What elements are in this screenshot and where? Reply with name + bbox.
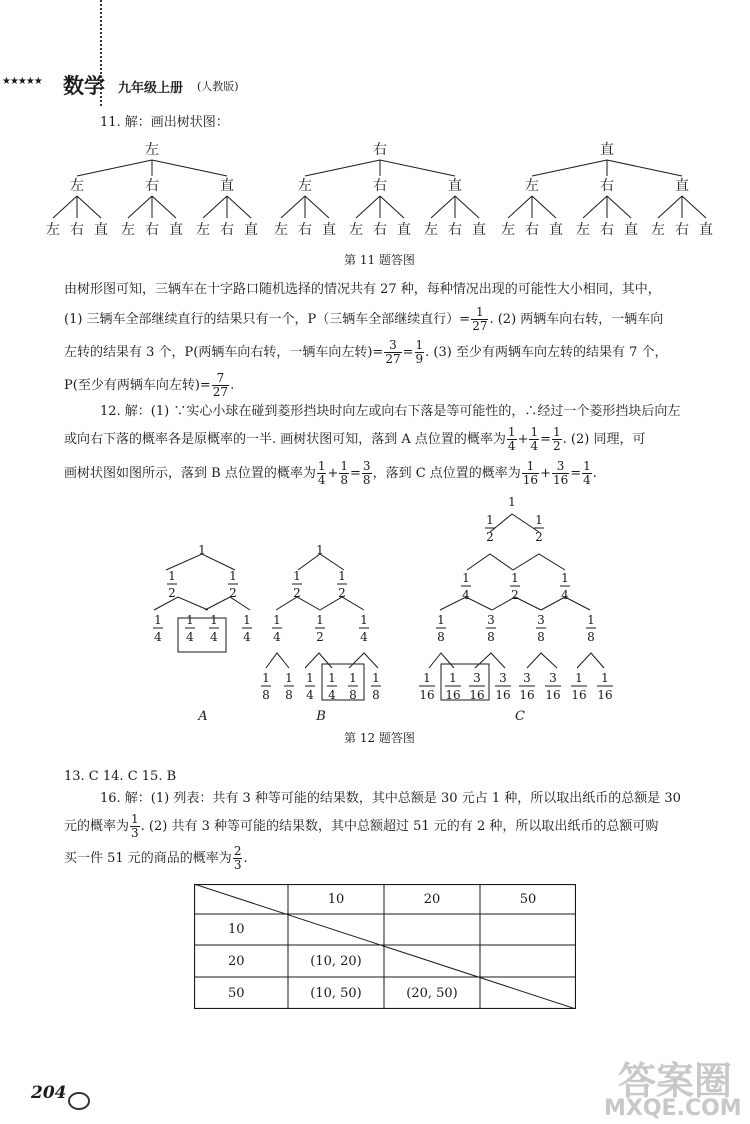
q11-para-line1: 由树形图可知，三辆车在十字路口随机选择的情况共有 27 种，每种情况出现的可能性大小相同，其中，: [64, 282, 661, 297]
tree-leaf-node: 左: [196, 222, 210, 238]
tree-leaf-node: 直: [699, 222, 713, 238]
tree-leaf-node: 右: [145, 222, 159, 238]
svg-text:16: 16: [419, 688, 435, 702]
tree-branch: [77, 196, 101, 218]
svg-text:2: 2: [511, 588, 519, 602]
svg-text:1: 1: [561, 571, 569, 585]
tree-branch: [53, 196, 77, 218]
tree-root-node: 直: [600, 142, 614, 158]
tree-node-fraction: [337, 569, 347, 600]
tree-node-fraction: [508, 495, 516, 509]
svg-text:4: 4: [561, 588, 569, 602]
svg-text:1: 1: [168, 569, 176, 583]
svg-text:16: 16: [519, 688, 535, 702]
table-row-header: 50: [228, 985, 245, 1001]
tree-node-fraction: [242, 613, 252, 644]
tree-node-fraction: [185, 613, 195, 644]
q13-15-answers: 13. C 14. C 15. B: [64, 769, 177, 784]
svg-text:1: 1: [243, 613, 251, 627]
q12-para-line3: 画树状图如图所示，落到 B 点位置的概率为 $\frac{1}{4}$ + $\frac{1}{8}$ = $\frac{3}{8}$ ，落到 C 点位置的概率为 $\frac{1}{16}$ + $\frac{3}{16}$ = $\frac{1}{4}$ .: [64, 459, 597, 487]
tree-mid-node: 右: [373, 178, 387, 194]
svg-text:16: 16: [597, 688, 613, 702]
svg-text:1: 1: [186, 613, 194, 627]
watermark-text: 答案圈: [618, 1059, 733, 1103]
tree-branch: [281, 196, 305, 218]
watermark-url: MXQE.COM: [604, 1096, 742, 1121]
tree-branch: [152, 196, 176, 218]
q11-para-line3: 左转的结果有 3 个，P(两辆车向右转，一辆车向左转)= $\frac{3}{27}$ = $\frac{1}{9}$ . (3) 至少有两辆车向左转的结果有 7 个，: [64, 338, 668, 366]
q16-para-line2: 元的概率为 $\frac{1}{3}$ . (2) 共有 3 种等可能的结果数，其中总额超过 51 元的有 2 种，所以取出纸币的总额可购: [64, 812, 659, 840]
tree-leaf-node: 右: [298, 222, 312, 238]
svg-text:1: 1: [535, 513, 543, 527]
svg-text:16: 16: [571, 688, 587, 702]
tree-node-fraction: [272, 613, 282, 644]
tree-node-fraction: [495, 671, 511, 702]
tree-node-fraction: [315, 613, 325, 644]
svg-text:1: 1: [423, 671, 431, 685]
tree-node-fraction: [327, 671, 337, 702]
tree-leaf-node: 左: [274, 222, 288, 238]
fraction-3-27: $\frac{3}{27}$: [385, 338, 401, 366]
svg-text:1: 1: [306, 671, 314, 685]
tree-leaf-node: 左: [651, 222, 665, 238]
q11-caption: 第 11 题答图: [344, 253, 415, 267]
table-cell: (10, 50): [310, 985, 362, 1001]
tree-branch: [658, 196, 682, 218]
tree-node-fraction: [261, 671, 271, 702]
tree-mid-node: 直: [675, 178, 689, 194]
tree-branch: [455, 196, 479, 218]
tree-mid-node: 左: [70, 178, 84, 194]
tree-branch: [356, 196, 380, 218]
tree-mid-node: 右: [600, 178, 614, 194]
q12-para-line2: 或向右下落的概率各是原概率的一半. 画树状图可知，落到 A 点位置的概率为 $\frac{1}{4}$ + $\frac{1}{4}$ = $\frac{1}{2}$ . (2) 同理，可: [64, 425, 646, 453]
fraction-1-27: $\frac{1}{27}$: [472, 305, 488, 333]
tree-node-fraction: [228, 569, 238, 600]
tree-branch: [682, 196, 706, 218]
svg-text:1: 1: [601, 671, 609, 685]
tree-leaf-node: 直: [322, 222, 336, 238]
tree-branch: [532, 160, 607, 176]
tree-node-fraction: [167, 569, 177, 600]
tree-node-fraction: [436, 613, 446, 644]
svg-text:1: 1: [285, 671, 293, 685]
tree-leaf-node: 直: [94, 222, 108, 238]
tree-branch: [607, 196, 631, 218]
svg-text:1: 1: [316, 613, 324, 627]
tree-branch: [607, 160, 682, 176]
tree-node-fraction: [198, 543, 206, 557]
svg-text:4: 4: [186, 630, 194, 644]
q12-caption: 第 12 题答图: [344, 731, 415, 745]
svg-text:3: 3: [487, 613, 495, 627]
svg-text:1: 1: [587, 613, 595, 627]
svg-text:4: 4: [210, 630, 218, 644]
tree-node-fraction: [292, 569, 302, 600]
header-edition: (人教版): [197, 80, 239, 93]
tree-mid-node: 直: [448, 178, 462, 194]
tree-node-fraction: [348, 671, 358, 702]
tree-branch: [227, 196, 251, 218]
tree-branch: [152, 160, 227, 176]
svg-text:1: 1: [328, 671, 336, 685]
tree-node-fraction: [536, 613, 546, 644]
svg-text:2: 2: [229, 586, 237, 600]
svg-text:1: 1: [449, 671, 457, 685]
q11-para-line4: P(至少有两辆车向左转)= $\frac{7}{27}$ .: [64, 371, 235, 399]
tree-root-node: 左: [145, 142, 159, 158]
svg-text:8: 8: [437, 630, 445, 644]
svg-text:16: 16: [545, 688, 561, 702]
table-row-header: 10: [228, 922, 245, 937]
tree-mid-node: 右: [145, 178, 159, 194]
tree-leaf-node: 右: [220, 222, 234, 238]
tree-branch: [305, 160, 380, 176]
svg-text:2: 2: [316, 630, 324, 644]
tree-leaf-node: 直: [244, 222, 258, 238]
svg-text:1: 1: [372, 671, 380, 685]
tree-mid-node: 左: [525, 178, 539, 194]
svg-text:3: 3: [537, 613, 545, 627]
tree-node-fraction: [560, 571, 570, 602]
table-col-header: 50: [519, 891, 537, 907]
tree-node-fraction: [486, 613, 496, 644]
svg-text:1: 1: [349, 671, 357, 685]
svg-text:4: 4: [462, 588, 470, 602]
q16-para-line3: 买一件 51 元的商品的概率为 $\frac{2}{3}$ .: [64, 844, 248, 872]
fraction-1-3: $\frac{1}{3}$: [131, 812, 139, 840]
tree-branch: [380, 160, 455, 176]
tree-node-fraction: [305, 671, 315, 702]
svg-text:1: 1: [262, 671, 270, 685]
svg-text:8: 8: [587, 630, 595, 644]
tree-mid-node: 左: [298, 178, 312, 194]
tree-mid-node: 直: [220, 178, 234, 194]
svg-text:1: 1: [273, 613, 281, 627]
tree-node-fraction: [419, 671, 435, 702]
svg-text:1: 1: [486, 513, 494, 527]
svg-text:8: 8: [537, 630, 545, 644]
svg-text:2: 2: [535, 530, 543, 544]
svg-text:1: 1: [198, 543, 206, 557]
svg-text:4: 4: [360, 630, 368, 644]
tree-leaf-node: 右: [448, 222, 462, 238]
svg-text:3: 3: [473, 671, 481, 685]
tree-node-fraction: [316, 543, 324, 557]
tree-leaf-node: 直: [397, 222, 411, 238]
q12-para-line1: 12. 解：(1) ∵实心小球在碰到菱形挡块时向左或向右下落是等可能性的，∴经过一个菱形挡块后向左: [100, 404, 681, 419]
svg-text:1: 1: [229, 569, 237, 583]
magnifier-icon: [68, 1092, 90, 1110]
tree-leaf-node: 左: [576, 222, 590, 238]
tree-node-fraction: [469, 671, 485, 702]
svg-text:16: 16: [495, 688, 511, 702]
table-row-header: 20: [228, 953, 245, 969]
svg-text:2: 2: [486, 530, 494, 544]
q11-tree-figure: [0, 138, 750, 248]
tree-leaf-node: 左: [424, 222, 438, 238]
tree-node-fraction: [545, 671, 561, 702]
q11-intro: 11. 解：画出树状图：: [100, 115, 229, 130]
tree-node-fraction: [445, 671, 461, 702]
tree-node-fraction: [510, 571, 520, 602]
tree-node-fraction: [485, 513, 495, 544]
tree-node-fraction: [519, 671, 535, 702]
svg-text:2: 2: [293, 586, 301, 600]
tree-leaf-node: 右: [600, 222, 614, 238]
table-cell: (20, 50): [406, 985, 458, 1001]
q12-tree-figure: [0, 490, 750, 735]
tree-label-c: C: [515, 709, 525, 724]
tree-leaf-node: 直: [549, 222, 563, 238]
tree-leaf-node: 直: [624, 222, 638, 238]
svg-text:3: 3: [499, 671, 507, 685]
tree-leaf-node: 直: [169, 222, 183, 238]
tree-node-fraction: [371, 671, 381, 702]
svg-text:1: 1: [154, 613, 162, 627]
svg-text:1: 1: [462, 571, 470, 585]
svg-text:1: 1: [360, 613, 368, 627]
tree-node-fraction: [359, 613, 369, 644]
svg-text:4: 4: [306, 688, 314, 702]
tree-branch: [128, 196, 152, 218]
tree-root-node: 右: [373, 142, 387, 158]
page-number: 204: [31, 1083, 67, 1103]
tree-leaf-node: 右: [525, 222, 539, 238]
svg-text:1: 1: [210, 613, 218, 627]
svg-text:8: 8: [285, 688, 293, 702]
tree-leaf-node: 直: [472, 222, 486, 238]
tree-branch: [203, 196, 227, 218]
svg-text:8: 8: [487, 630, 495, 644]
svg-text:8: 8: [372, 688, 380, 702]
fraction-2-3: $\frac{2}{3}$: [233, 844, 242, 872]
svg-text:1: 1: [511, 571, 519, 585]
tree-node-fraction: [461, 571, 471, 602]
outcome-table: [194, 884, 576, 1009]
tree-leaf-node: 左: [121, 222, 135, 238]
tree-node-fraction: [153, 613, 163, 644]
svg-text:1: 1: [508, 495, 516, 509]
svg-text:8: 8: [349, 688, 357, 702]
tree-node-fraction: [284, 671, 294, 702]
tree-branch: [380, 196, 404, 218]
tree-branch: [583, 196, 607, 218]
svg-text:2: 2: [338, 586, 346, 600]
q11-para-line2: (1) 三辆车全部继续直行的结果只有一个，P（三辆车全部继续直行）= $\frac{1}{27}$ . (2) 两辆车向右转，一辆车向: [64, 305, 664, 333]
tree-node-fraction: [586, 613, 596, 644]
tree-node-fraction: [571, 671, 587, 702]
svg-text:4: 4: [154, 630, 162, 644]
header-subject: 数学: [63, 74, 105, 98]
svg-text:4: 4: [243, 630, 251, 644]
table-col-header: 10: [327, 891, 345, 907]
svg-text:3: 3: [523, 671, 531, 685]
tree-branch: [77, 160, 152, 176]
header-stars: ★★★★★: [2, 76, 42, 87]
tree-label-a: A: [198, 709, 208, 724]
svg-text:1: 1: [437, 613, 445, 627]
tree-leaf-node: 左: [46, 222, 60, 238]
tree-leaf-node: 左: [501, 222, 515, 238]
svg-text:2: 2: [168, 586, 176, 600]
svg-text:4: 4: [328, 688, 336, 702]
header-grade: 九年级上册: [118, 81, 184, 96]
tree-label-b: B: [316, 709, 326, 724]
tree-branch: [305, 196, 329, 218]
tree-node-fraction: [534, 513, 544, 544]
tree-node-fraction: [597, 671, 613, 702]
q16-para-line1: 16. 解：(1) 列表：共有 3 种等可能的结果数，其中总额是 30 元占 1 种，所以取出纸币的总额是 30: [100, 791, 681, 806]
svg-text:1: 1: [293, 569, 301, 583]
tree-branch: [532, 196, 556, 218]
svg-text:1: 1: [338, 569, 346, 583]
table-col-header: 20: [423, 891, 441, 907]
tree-leaf-node: 右: [70, 222, 84, 238]
svg-text:4: 4: [273, 630, 281, 644]
fraction-1-9: $\frac{1}{9}$: [415, 338, 424, 366]
svg-text:3: 3: [549, 671, 557, 685]
svg-text:16: 16: [469, 688, 485, 702]
table-cell: (10, 20): [310, 953, 362, 969]
tree-node-fraction: [209, 613, 219, 644]
svg-text:1: 1: [316, 543, 324, 557]
svg-text:16: 16: [445, 688, 461, 702]
tree-leaf-node: 右: [675, 222, 689, 238]
svg-text:8: 8: [262, 688, 270, 702]
tree-leaf-node: 右: [373, 222, 387, 238]
fraction-7-27: $\frac{7}{27}$: [212, 371, 229, 399]
tree-branch: [508, 196, 532, 218]
tree-leaf-node: 左: [349, 222, 363, 238]
tree-branch: [431, 196, 455, 218]
svg-text:1: 1: [575, 671, 583, 685]
